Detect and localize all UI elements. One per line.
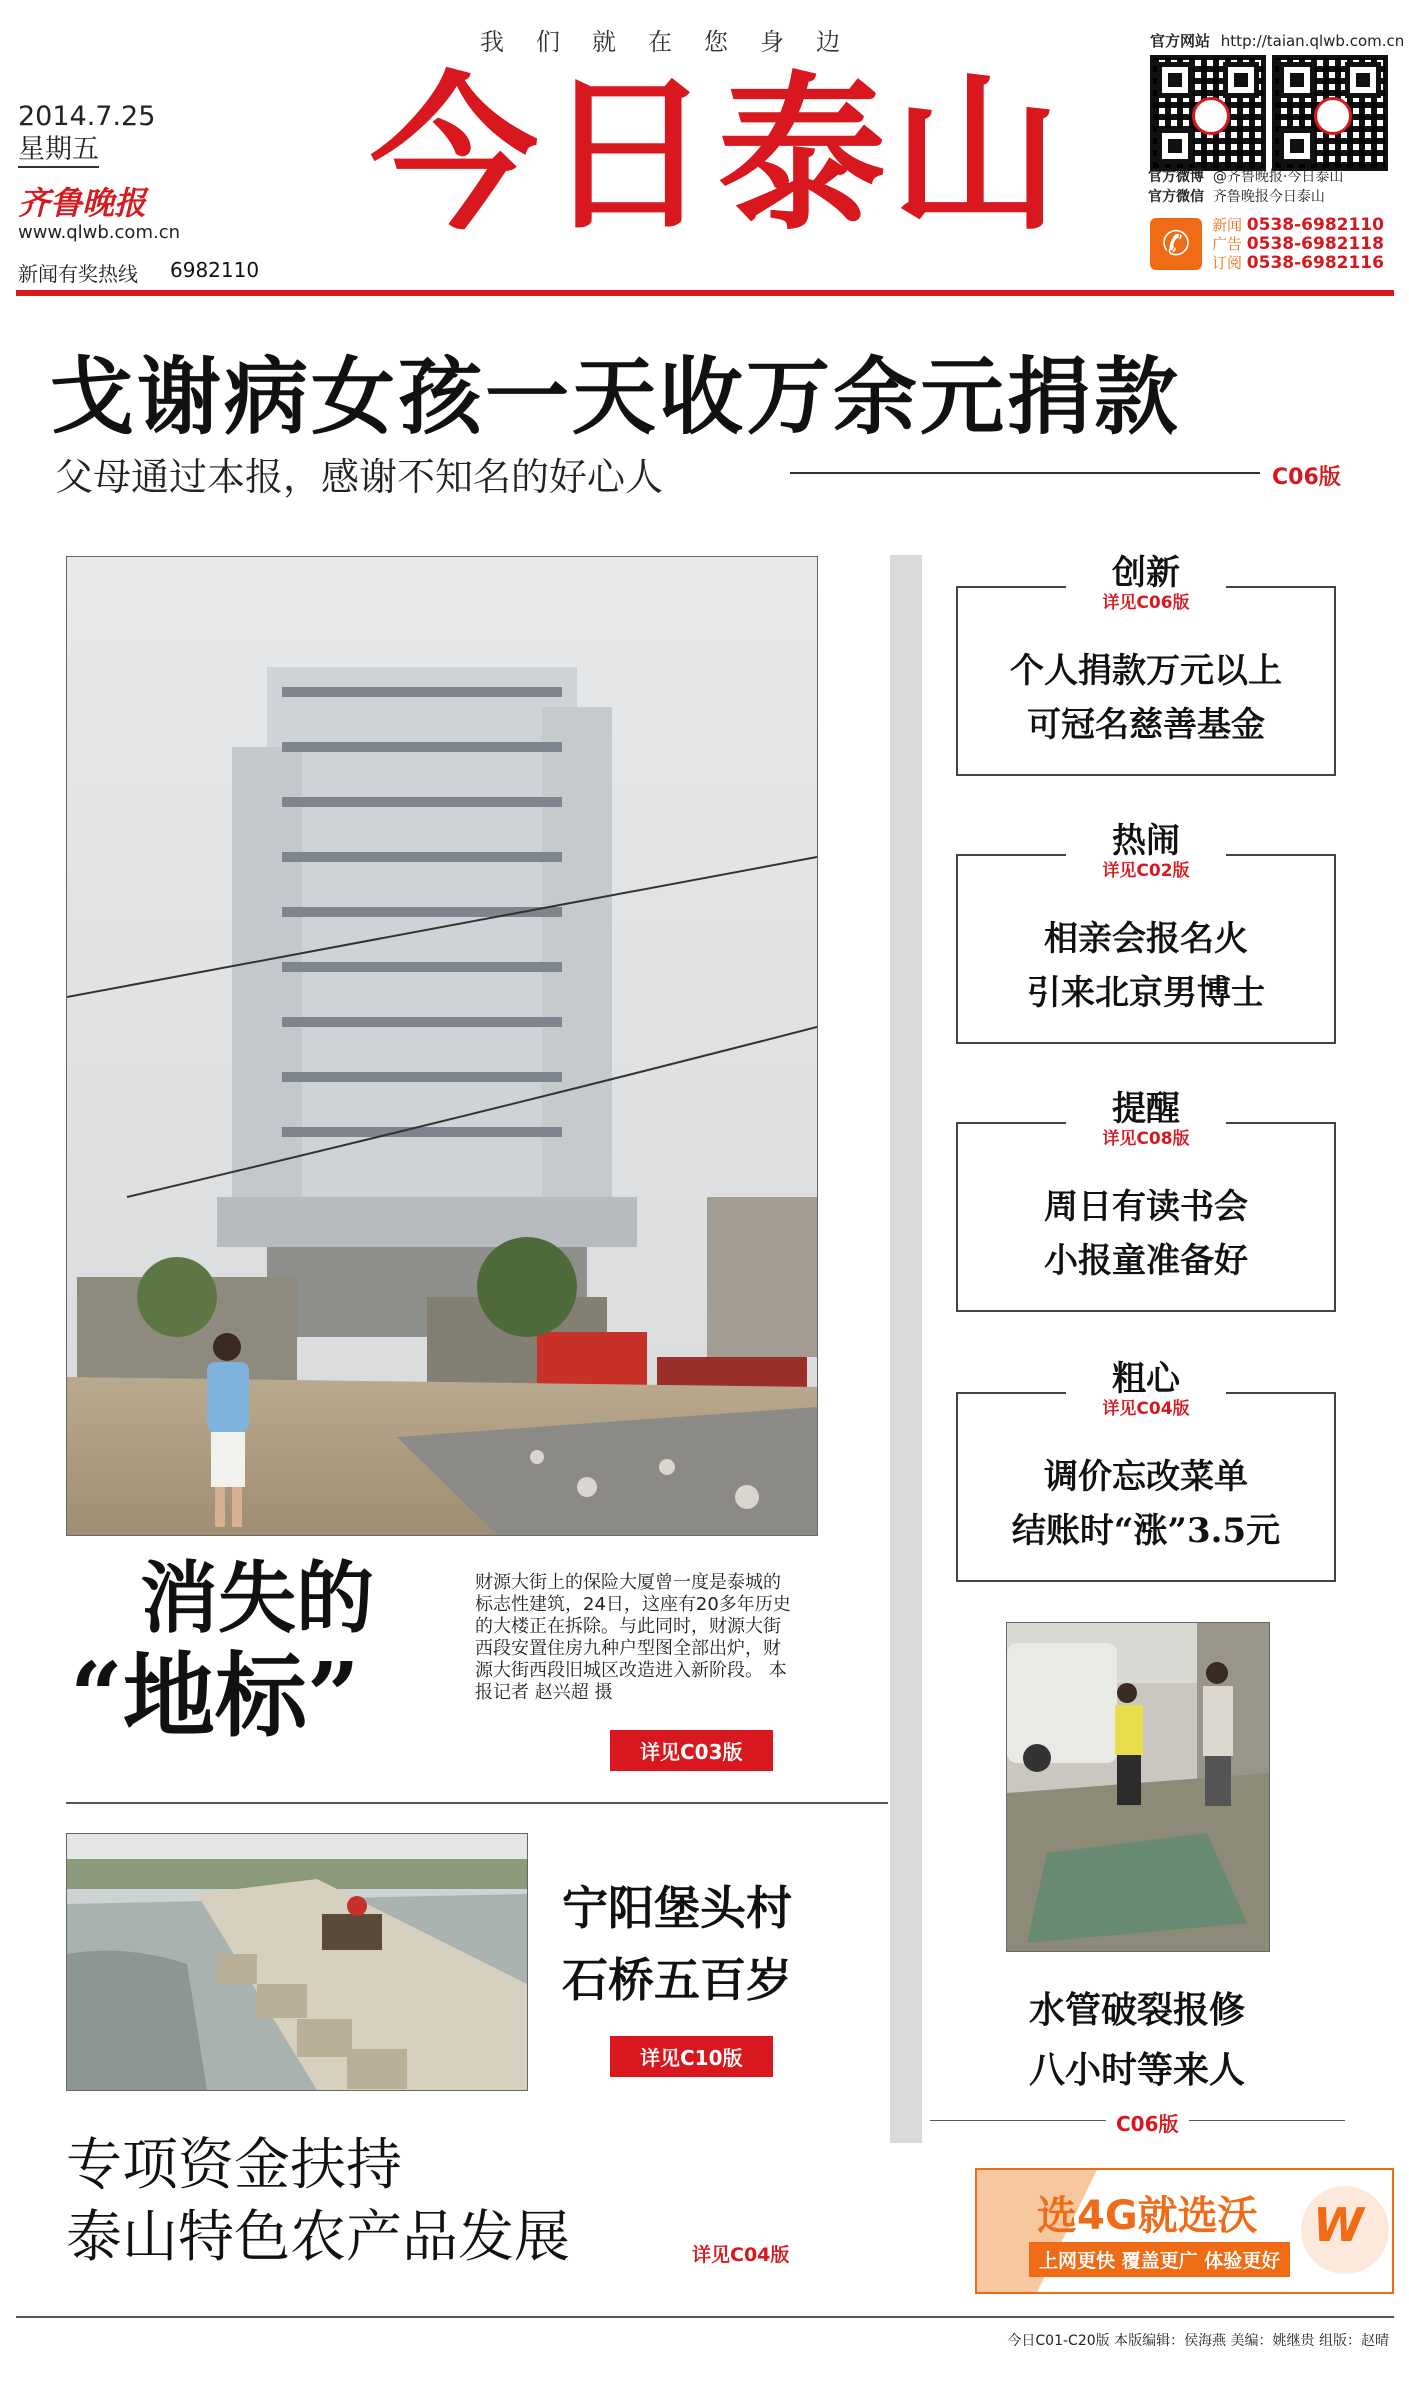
section-rule bbox=[66, 1802, 888, 1804]
footer-rule bbox=[16, 2316, 1394, 2318]
ad-main-text: 选4G就选沃 bbox=[1037, 2193, 1258, 2239]
phone-row bbox=[1212, 254, 1384, 273]
sidebar-box-line: 可冠名慈善基金 bbox=[1027, 705, 1265, 745]
qr-eye-icon bbox=[1279, 62, 1315, 98]
qr-eye-icon bbox=[1223, 62, 1259, 98]
phone-label: 订阅 bbox=[1212, 254, 1243, 272]
weixin-value: 齐鲁晚报今日泰山 bbox=[1212, 189, 1325, 205]
weixin-qr-code[interactable] bbox=[1272, 55, 1388, 171]
brand-logo: 齐鲁晚报 bbox=[18, 184, 147, 222]
ad-sub-text: 上网更快 覆盖更广 体验更好 bbox=[1029, 2242, 1290, 2277]
weibo-value: @齐鲁晚报·今日泰山 bbox=[1212, 169, 1344, 185]
sidebar-box-title: 热闹 bbox=[1112, 821, 1180, 861]
sidebar-box-ref: 详见C02版 bbox=[1102, 861, 1190, 881]
issue-weekday: 星期五 bbox=[18, 133, 99, 168]
issue-date: 2014.7.25 bbox=[18, 101, 156, 132]
phone-number: 0538-6982118 bbox=[1246, 234, 1384, 254]
bridge-headline[interactable] bbox=[562, 1872, 792, 2016]
demolition-photo-illustration bbox=[67, 557, 817, 1535]
sidebar-box-head bbox=[1066, 1360, 1226, 1420]
masthead-rule bbox=[16, 290, 1394, 296]
feature-caption: 财源大街上的保险大厦曾一度是泰城的标志性建筑，24日，这座有20多年历史的大楼正在拆除。与此同时，财源大街西段安置住房九种户型图全部出炉，财源大街西段旧城区改造进入新阶段。 本报记者 赵兴超 摄 bbox=[475, 1572, 791, 1703]
unicom-ad-banner[interactable] bbox=[975, 2168, 1394, 2294]
site-label: 官方网站 bbox=[1150, 32, 1211, 50]
issue-date-block bbox=[18, 100, 155, 168]
sidebar-box-title: 创新 bbox=[1112, 553, 1180, 593]
sidebar-box-lively[interactable] bbox=[956, 821, 1336, 1044]
agri-headline[interactable] bbox=[66, 2130, 570, 2274]
sidebar-box-line: 引来北京男博士 bbox=[1027, 973, 1265, 1013]
weibo-label: 官方微博 bbox=[1148, 169, 1204, 185]
sidebar-box-reminder[interactable] bbox=[956, 1089, 1336, 1312]
sidebar-box-title: 粗心 bbox=[1112, 1359, 1180, 1399]
sidebar-box-line: 个人捐款万元以上 bbox=[1010, 651, 1282, 691]
water-pipe-photo bbox=[1006, 1622, 1270, 1952]
sidebar-box-line: 调价忘改菜单 bbox=[1044, 1457, 1248, 1497]
site-url[interactable]: http://taian.qlwb.com.cn bbox=[1220, 32, 1405, 50]
demolition-photo bbox=[66, 556, 818, 1536]
masthead-title: 今日泰山 bbox=[370, 55, 1066, 253]
footer-credits: 今日C01-C20版 本版编辑：侯海燕 美编：姚继贵 组版：赵晴 bbox=[1007, 2333, 1389, 2349]
phone-list bbox=[1212, 216, 1384, 273]
feature-title-line2: “地标” bbox=[70, 1642, 360, 1750]
phone-number: 0538-6982110 bbox=[1246, 215, 1384, 235]
masthead-slogan: 我们就在您身边 bbox=[480, 28, 872, 56]
qr-eye-icon bbox=[1279, 128, 1315, 164]
sidebar-box-line: 结账时“涨”3.5元 bbox=[1011, 1511, 1281, 1551]
lead-headline[interactable]: 戈谢病女孩一天收万余元捐款 bbox=[50, 347, 1182, 446]
water-headline[interactable] bbox=[1006, 1980, 1268, 2100]
water-line2: 八小时等来人 bbox=[1028, 2049, 1245, 2091]
sidebar-box-innovation[interactable] bbox=[956, 553, 1336, 776]
website-link[interactable]: www.qlwb.com.cn bbox=[18, 222, 180, 243]
sidebar-box-body bbox=[958, 644, 1334, 752]
qr-eye-icon bbox=[1345, 62, 1381, 98]
site-info bbox=[1150, 30, 1404, 51]
lead-subhead: 父母通过本报，感谢不知名的好心人 bbox=[55, 455, 664, 499]
hotline-label: 新闻有奖热线 bbox=[18, 262, 138, 286]
qr-logo-icon bbox=[1314, 97, 1352, 135]
sidebar-box-ref: 详见C06版 bbox=[1102, 593, 1190, 613]
qr-eye-icon bbox=[1157, 62, 1193, 98]
wo-logo-icon: W bbox=[1313, 2198, 1364, 2252]
column-divider bbox=[890, 555, 922, 2143]
sidebar-box-line: 周日有读书会 bbox=[1044, 1187, 1248, 1227]
phone-row bbox=[1212, 235, 1384, 254]
sidebar-box-body bbox=[958, 912, 1334, 1020]
sidebar-box-head bbox=[1066, 822, 1226, 882]
sidebar-box-head bbox=[1066, 554, 1226, 614]
bridge-line2: 石桥五百岁 bbox=[562, 1953, 792, 2007]
feature-title-line1: 消失的 bbox=[140, 1553, 375, 1644]
stone-bridge-illustration bbox=[67, 1834, 527, 2090]
water-pipe-illustration bbox=[1007, 1623, 1269, 1951]
water-page-ref[interactable]: C06版 bbox=[1106, 2108, 1189, 2137]
sidebar-box-careless[interactable] bbox=[956, 1359, 1336, 1582]
qr-eye-icon bbox=[1157, 128, 1193, 164]
stone-bridge-photo bbox=[66, 1833, 528, 2091]
agri-page-ref[interactable]: 详见C04版 bbox=[692, 2244, 790, 2266]
sidebar-box-line: 小报童准备好 bbox=[1044, 1241, 1248, 1281]
agri-line2: 泰山特色农产品发展 bbox=[66, 2205, 570, 2270]
sidebar-box-title: 提醒 bbox=[1112, 1089, 1180, 1129]
phone-number: 0538-6982116 bbox=[1246, 253, 1384, 273]
sidebar-box-ref: 详见C08版 bbox=[1102, 1129, 1190, 1149]
sidebar-box-body bbox=[958, 1450, 1334, 1558]
lead-page-ref[interactable]: C06版 bbox=[1272, 465, 1341, 490]
sidebar-box-line: 相亲会报名火 bbox=[1044, 919, 1248, 959]
water-line1: 水管破裂报修 bbox=[1028, 1989, 1245, 2031]
qr-logo-icon bbox=[1192, 97, 1230, 135]
sidebar-box-head bbox=[1066, 1090, 1226, 1150]
feature-page-ref[interactable]: 详见C03版 bbox=[610, 1730, 773, 1771]
weixin-label: 官方微信 bbox=[1148, 189, 1204, 205]
social-accounts bbox=[1148, 167, 1343, 207]
subhead-rule bbox=[790, 472, 1260, 474]
hotline-number: 6982110 bbox=[170, 258, 260, 282]
sidebar-box-ref: 详见C04版 bbox=[1102, 1399, 1190, 1419]
sidebar-box-body bbox=[958, 1180, 1334, 1288]
bridge-line1: 宁阳堡头村 bbox=[562, 1881, 792, 1935]
agri-line1: 专项资金扶持 bbox=[66, 2133, 402, 2198]
phone-label: 广告 bbox=[1212, 235, 1243, 253]
bridge-page-ref[interactable]: 详见C10版 bbox=[610, 2036, 773, 2077]
weibo-qr-code[interactable] bbox=[1150, 55, 1266, 171]
phone-icon: ✆ bbox=[1150, 218, 1202, 270]
phone-label: 新闻 bbox=[1212, 216, 1243, 234]
phone-row bbox=[1212, 216, 1384, 235]
